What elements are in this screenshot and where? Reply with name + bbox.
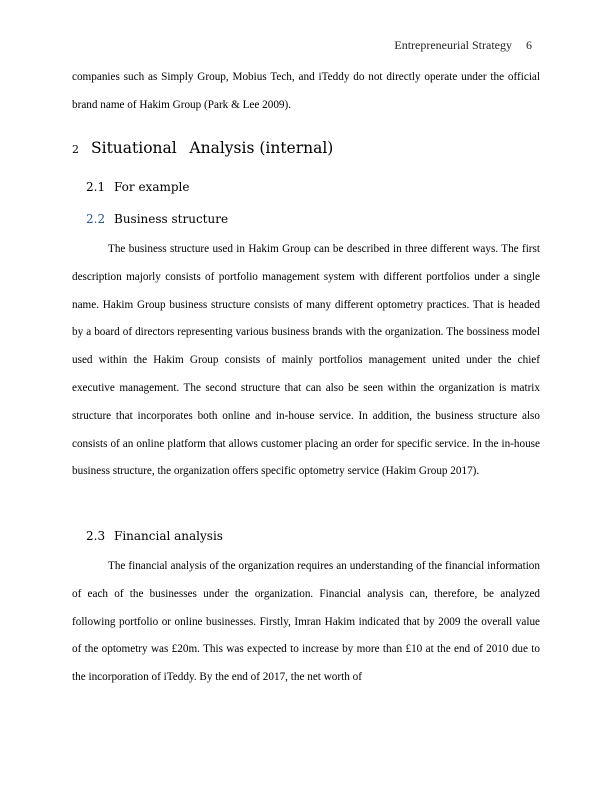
intro-paragraph: companies such as Simply Group, Mobius Tech, and iTeddy do not directly operate under the official brand name of Hakim Group (Park & Lee 2009). xyxy=(72,71,540,111)
subsection-heading-2-1 xyxy=(86,180,189,194)
financial-analysis-paragraph: The financial analysis of the organization requires an understanding of the financial information of each of the businesses under the organization. Financial analysis can, therefore, be analyzed following portfolio or online businesses. Firstly, Imran Hakim indicated that by 2009 the overall value of the optometry was £20m. This was expected to increase by more than £10 at the end of 2010 due to the incorporation of iTeddy. By the end of 2017, the net worth of xyxy=(72,560,540,684)
subsection-title: For example xyxy=(114,180,190,194)
subsection-heading-2-2 xyxy=(86,212,228,226)
subsection-title: Financial analysis xyxy=(114,529,223,543)
section-heading xyxy=(72,139,333,157)
section-title: Situational Analysis (internal) xyxy=(91,139,334,157)
subsection-number: 2.2 xyxy=(86,212,106,226)
running-title: Entrepreneurial Strategy xyxy=(394,38,512,52)
business-structure-block xyxy=(72,236,540,486)
subsection-number: 2.1 xyxy=(86,180,106,194)
section-number: 2 xyxy=(72,143,79,156)
subsection-heading-2-3 xyxy=(86,529,223,543)
page-number: 6 xyxy=(526,38,532,52)
subsection-number: 2.3 xyxy=(86,529,106,543)
subsection-title: Business structure xyxy=(114,212,229,226)
business-structure-paragraph: The business structure used in Hakim Group can be described in three different ways. The first description majorly consists of portfolio management system with different portfolios under a single name. Hakim Group business structure consists of many different optometry practices. That is headed by a board of directors representing various business brands with the organization. The bossiness model used within the Hakim Group consists of mainly portfolios management united under the chief executive management. The second structure that can also be seen within the organization is matrix structure that incorporates both online and in-house service. In addition, the business structure also consists of an online platform that allows customer placing an order for specific service. In the in-house business structure, the organization offers specific optometry service (Hakim Group 2017). xyxy=(72,243,540,478)
intro-paragraph-block xyxy=(72,64,540,120)
financial-analysis-block xyxy=(72,553,540,692)
running-header xyxy=(394,38,532,53)
